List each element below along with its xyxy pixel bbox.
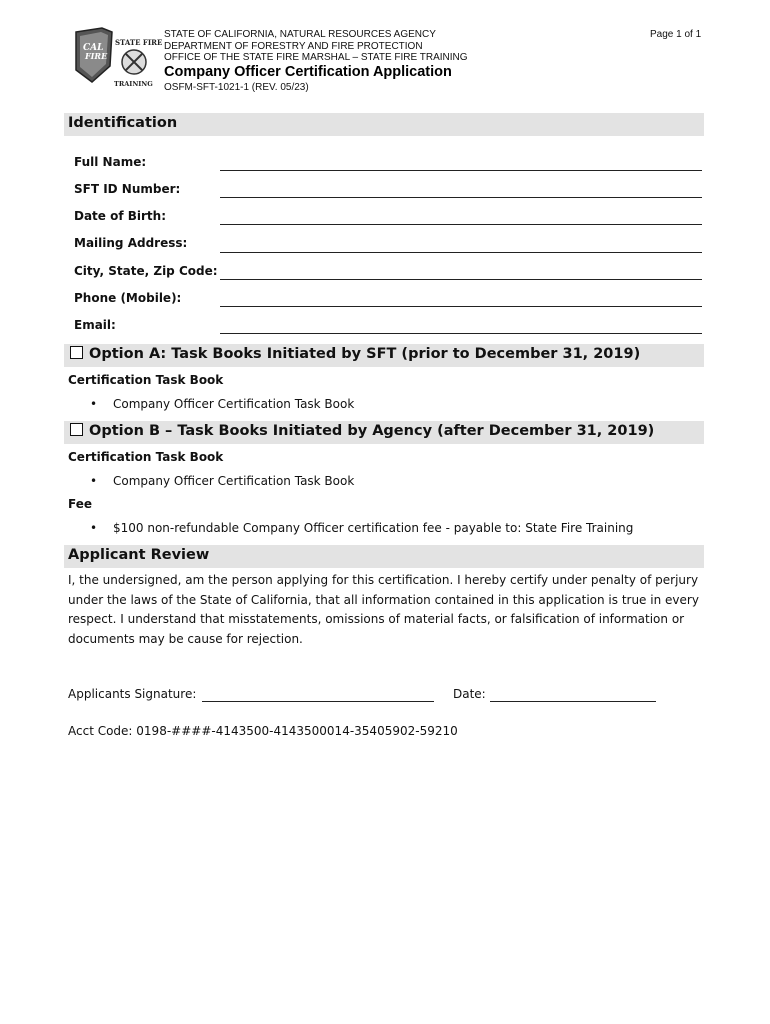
certification-statement: I, the undersigned, am the person applying for this certification. I hereby certify under penalty of perjury under the laws of the State of California, that all information contained in this application is true in every respect. I understand that misstatements, omissions of material facts, or falsification of information or documents may be cause for rejection. (68, 573, 699, 646)
account-code: Acct Code: 0198-####-4143500-4143500014-35405902-59210 (68, 724, 458, 738)
city-state-zip-label: City, State, Zip Code: (74, 264, 218, 278)
option-b-task-book-item: Company Officer Certification Task Book (113, 474, 355, 488)
bullet-icon: • (90, 474, 98, 488)
email-label: Email: (74, 318, 116, 332)
fee-label: Fee (68, 497, 92, 511)
applicant-review-heading: Applicant Review (68, 547, 210, 563)
applicant-review-section-header (64, 545, 704, 568)
option-b-checkbox[interactable] (70, 423, 83, 436)
option-a-section-header (64, 344, 704, 367)
page-number: Page 1 of 1 (650, 29, 702, 40)
email-field[interactable] (220, 333, 702, 334)
date-label: Date: (453, 687, 486, 701)
form-code: OSFM-SFT-1021-1 (REV. 05/23) (164, 82, 309, 93)
logo-cal-text: CAL (83, 43, 104, 53)
fee-item: $100 non-refundable Company Officer certification fee - payable to: State Fire Training (113, 521, 634, 535)
option-b-certification-task-book-label: Certification Task Book (68, 450, 224, 464)
signature-field[interactable] (202, 701, 434, 702)
identification-section-header (64, 113, 704, 136)
mailing-address-field[interactable] (220, 252, 702, 253)
city-state-zip-field[interactable] (220, 279, 702, 280)
option-a-task-book-item: Company Officer Certification Task Book (113, 397, 355, 411)
sft-id-field[interactable] (220, 197, 702, 198)
signature-label: Applicants Signature: (68, 687, 197, 701)
option-a-certification-task-book-label: Certification Task Book (68, 373, 224, 387)
agency-line: STATE OF CALIFORNIA, NATURAL RESOURCES AGENCY (164, 29, 436, 40)
identification-heading: Identification (68, 115, 178, 131)
phone-mobile-field[interactable] (220, 306, 702, 307)
logo-training-text: TRAINING (114, 80, 153, 88)
mailing-address-label: Mailing Address: (74, 236, 188, 250)
option-b-heading: Option B – Task Books Initiated by Agency (after December 31, 2019) (89, 423, 655, 439)
date-field[interactable] (490, 701, 656, 702)
form-title: Company Officer Certification Application (164, 64, 452, 80)
phone-mobile-label: Phone (Mobile): (74, 291, 182, 305)
sft-id-label: SFT ID Number: (74, 182, 181, 196)
date-of-birth-label: Date of Birth: (74, 209, 167, 223)
logo-fire-text: FIRE (85, 51, 108, 61)
date-of-birth-field[interactable] (220, 224, 702, 225)
logo-state-fire-text: STATE FIRE (115, 38, 163, 47)
full-name-field[interactable] (220, 170, 702, 171)
office-line: OFFICE OF THE STATE FIRE MARSHAL – STATE FIRE TRAINING (164, 52, 468, 63)
option-a-checkbox[interactable] (70, 346, 83, 359)
option-a-heading: Option A: Task Books Initiated by SFT (prior to December 31, 2019) (89, 346, 641, 362)
bullet-icon: • (90, 521, 98, 535)
option-b-section-header (64, 421, 704, 444)
bullet-icon: • (90, 397, 98, 411)
full-name-label: Full Name: (74, 155, 147, 169)
department-line: DEPARTMENT OF FORESTRY AND FIRE PROTECTION (164, 41, 423, 52)
cal-fire-state-fire-training-logo (68, 26, 163, 88)
